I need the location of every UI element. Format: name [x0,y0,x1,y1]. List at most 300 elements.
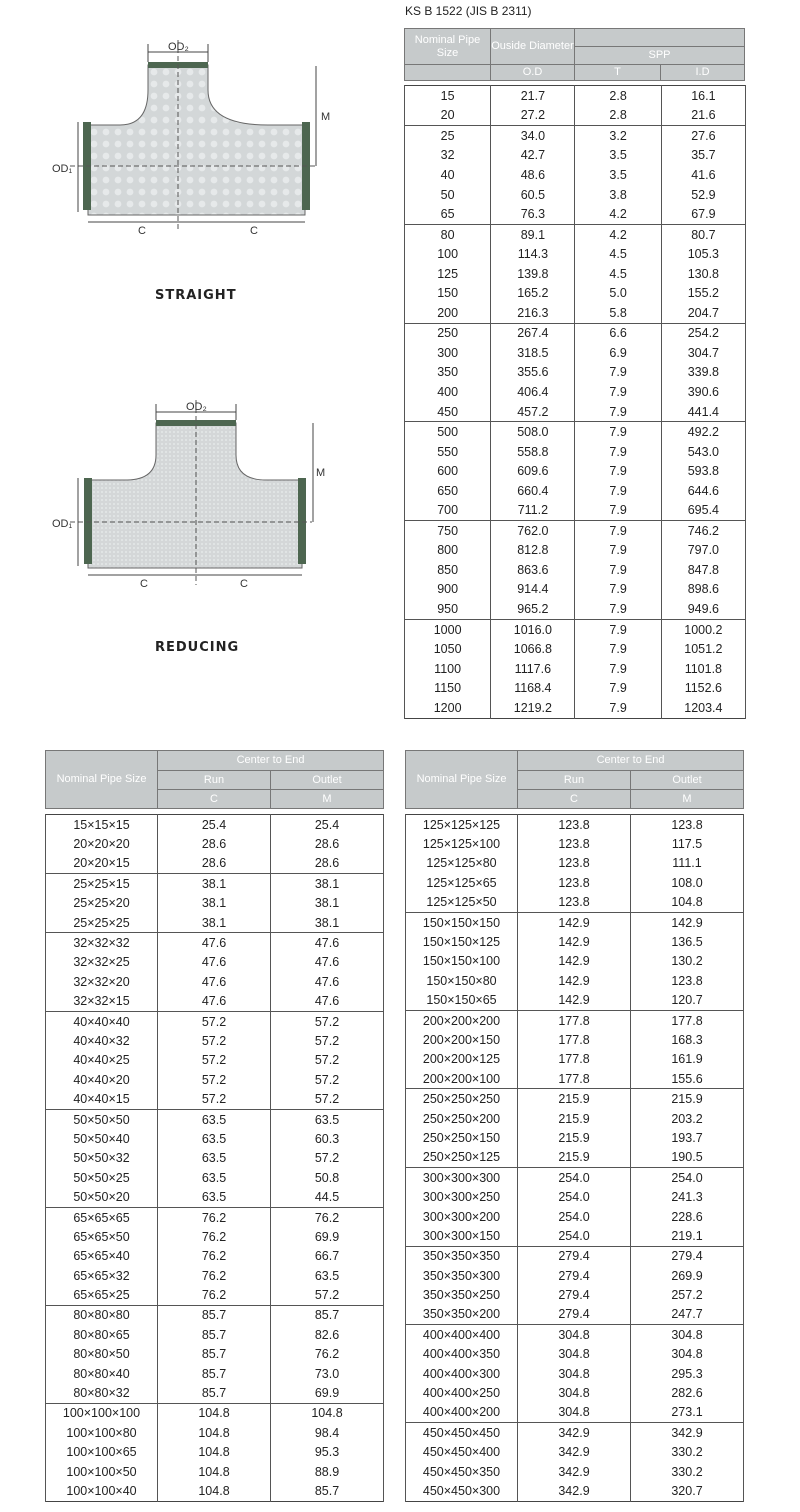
run-c-cell: 47.6 [158,953,271,972]
table-row [46,1364,384,1383]
table-row [406,1443,744,1462]
inside-diameter-cell: 1101.8 [661,659,745,679]
run-c-cell: 85.7 [158,1325,271,1344]
thickness-cell: 3.5 [575,165,661,185]
nominal-size-cell: 20×20×15 [46,854,158,874]
nominal-size-cell: 125×125×50 [406,893,518,913]
straight-m-label: M [321,111,331,123]
nominal-size-cell: 250×250×200 [406,1109,518,1128]
table-row [405,402,746,422]
center-right-header-center: Center to End [518,751,744,771]
outside-diameter-cell: 114.3 [491,244,575,264]
nominal-size-cell: 125×125×80 [406,854,518,873]
outlet-m-cell: 108.0 [631,873,744,892]
nominal-size-cell: 40×40×32 [46,1031,158,1050]
nominal-size-cell: 1050 [405,639,491,659]
outlet-m-cell: 60.3 [271,1129,384,1148]
thickness-cell: 7.9 [575,363,661,383]
outside-diameter-cell: 914.4 [491,580,575,600]
nominal-size-cell: 300×300×150 [406,1226,518,1246]
nominal-size-cell: 450×450×300 [406,1481,518,1501]
nominal-size-cell: 150×150×150 [406,912,518,932]
thickness-cell: 3.8 [575,185,661,205]
nominal-size-cell: 80 [405,224,491,244]
outlet-m-cell: 73.0 [271,1364,384,1383]
nominal-size-cell: 40×40×25 [46,1051,158,1070]
thickness-cell: 6.9 [575,343,661,363]
run-c-cell: 76.2 [158,1285,271,1305]
nominal-size-cell: 25 [405,126,491,146]
table-row [405,126,746,146]
run-c-cell: 142.9 [518,912,631,932]
nominal-size-cell: 100 [405,244,491,264]
outlet-m-cell: 215.9 [631,1089,744,1109]
table-row [46,1129,384,1148]
center-table-left-body [45,814,384,1502]
table-row [405,382,746,402]
nominal-size-cell: 100×100×100 [46,1403,158,1423]
thickness-cell: 7.9 [575,698,661,718]
center-right-header-m: M [631,790,744,809]
run-c-cell: 47.6 [158,992,271,1012]
outside-diameter-cell: 1168.4 [491,678,575,698]
nominal-size-cell: 50×50×32 [46,1149,158,1168]
center-right-header-nominal: Nominal Pipe Size [406,751,518,809]
table-row [405,422,746,442]
thickness-cell: 3.2 [575,126,661,146]
reducing-c-left-label: C [140,578,148,590]
outlet-m-cell: 304.8 [631,1325,744,1345]
inside-diameter-cell: 492.2 [661,422,745,442]
table-row [406,1246,744,1266]
dimension-table-header [404,28,745,81]
dimension-table [404,28,746,719]
run-c-cell: 85.7 [158,1305,271,1325]
nominal-size-cell: 100×100×65 [46,1443,158,1462]
nominal-size-cell: 400×400×250 [406,1383,518,1402]
nominal-size-cell: 25×25×20 [46,894,158,913]
nominal-size-cell: 800 [405,541,491,561]
outside-diameter-cell: 60.5 [491,185,575,205]
table-row [406,1462,744,1481]
inside-diameter-cell: 847.8 [661,560,745,580]
thickness-cell: 7.9 [575,422,661,442]
outlet-m-cell: 38.1 [271,894,384,913]
run-c-cell: 123.8 [518,815,631,835]
table-row [406,952,744,971]
outlet-m-cell: 269.9 [631,1266,744,1285]
center-table-left [45,750,384,1502]
nominal-size-cell: 300 [405,343,491,363]
outlet-m-cell: 330.2 [631,1462,744,1481]
nominal-size-cell: 250×250×250 [406,1089,518,1109]
outlet-m-cell: 82.6 [271,1325,384,1344]
thickness-cell: 4.5 [575,244,661,264]
nominal-size-cell: 250 [405,323,491,343]
outside-diameter-cell: 965.2 [491,599,575,619]
thickness-cell: 6.6 [575,323,661,343]
table-row [46,1481,384,1501]
outlet-m-cell: 38.1 [271,913,384,933]
outlet-m-cell: 25.4 [271,815,384,835]
table-row [406,1207,744,1226]
outlet-m-cell: 98.4 [271,1423,384,1442]
table-row [406,815,744,835]
outlet-m-cell: 273.1 [631,1403,744,1423]
run-c-cell: 254.0 [518,1207,631,1226]
table-row [405,363,746,383]
thickness-cell: 7.9 [575,500,661,520]
outlet-m-cell: 190.5 [631,1148,744,1168]
header-spp: SPP [575,47,745,65]
run-c-cell: 279.4 [518,1305,631,1325]
table-row [406,1305,744,1325]
outlet-m-cell: 76.2 [271,1207,384,1227]
nominal-size-cell: 200×200×100 [406,1069,518,1089]
center-left-header-center: Center to End [158,751,384,771]
table-row [46,834,384,853]
nominal-size-cell: 450×450×400 [406,1443,518,1462]
nominal-size-cell: 450×450×350 [406,1462,518,1481]
nominal-size-cell: 950 [405,599,491,619]
table-row [406,1345,744,1364]
inside-diameter-cell: 695.4 [661,500,745,520]
inside-diameter-cell: 130.8 [661,264,745,284]
nominal-size-cell: 40×40×20 [46,1070,158,1089]
outlet-m-cell: 111.1 [631,854,744,873]
table-row [46,1462,384,1481]
table-row [405,541,746,561]
inside-diameter-cell: 41.6 [661,165,745,185]
run-c-cell: 279.4 [518,1266,631,1285]
outlet-m-cell: 28.6 [271,834,384,853]
inside-diameter-cell: 898.6 [661,580,745,600]
inside-diameter-cell: 52.9 [661,185,745,205]
run-c-cell: 123.8 [518,893,631,913]
run-c-cell: 304.8 [518,1403,631,1423]
outlet-m-cell: 47.6 [271,933,384,953]
reducing-c-right-label: C [240,578,248,590]
inside-diameter-cell: 1000.2 [661,619,745,639]
outlet-m-cell: 123.8 [631,815,744,835]
run-c-cell: 25.4 [158,815,271,835]
header-t: T [575,65,661,81]
outlet-m-cell: 57.2 [271,1285,384,1305]
thickness-cell: 7.9 [575,599,661,619]
nominal-size-cell: 25×25×25 [46,913,158,933]
nominal-size-cell: 80×80×32 [46,1383,158,1403]
table-row [405,283,746,303]
table-row [405,244,746,264]
nominal-size-cell: 200×200×150 [406,1030,518,1049]
outside-diameter-cell: 660.4 [491,481,575,501]
thickness-cell: 7.9 [575,580,661,600]
table-row [406,1128,744,1147]
outlet-m-cell: 279.4 [631,1246,744,1266]
table-row [406,1481,744,1501]
table-row [405,678,746,698]
table-row [406,1403,744,1423]
nominal-size-cell: 65×65×50 [46,1227,158,1246]
outlet-m-cell: 193.7 [631,1128,744,1147]
outlet-m-cell: 161.9 [631,1050,744,1069]
thickness-cell: 7.9 [575,639,661,659]
outlet-m-cell: 155.6 [631,1069,744,1089]
thickness-cell: 7.9 [575,461,661,481]
nominal-size-cell: 65×65×40 [46,1247,158,1266]
table-row [46,1285,384,1305]
nominal-size-cell: 150×150×80 [406,971,518,990]
nominal-size-cell: 100×100×40 [46,1481,158,1501]
table-row [406,1266,744,1285]
nominal-size-cell: 20×20×20 [46,834,158,853]
thickness-cell: 4.2 [575,224,661,244]
run-c-cell: 304.8 [518,1345,631,1364]
outlet-m-cell: 28.6 [271,854,384,874]
inside-diameter-cell: 67.9 [661,204,745,224]
nominal-size-cell: 250×250×150 [406,1128,518,1147]
nominal-size-cell: 32×32×32 [46,933,158,953]
run-c-cell: 63.5 [158,1129,271,1148]
outlet-m-cell: 117.5 [631,834,744,853]
thickness-cell: 7.9 [575,521,661,541]
nominal-size-cell: 125×125×100 [406,834,518,853]
table-row [46,1149,384,1168]
run-c-cell: 123.8 [518,854,631,873]
outside-diameter-cell: 42.7 [491,146,575,166]
nominal-size-cell: 350×350×350 [406,1246,518,1266]
run-c-cell: 63.5 [158,1168,271,1187]
center-right-header-run: Run [518,771,631,790]
center-left-header-outlet: Outlet [271,771,384,790]
table-row [405,204,746,224]
inside-diameter-cell: 1203.4 [661,698,745,718]
run-c-cell: 38.1 [158,894,271,913]
table-row [406,854,744,873]
nominal-size-cell: 40 [405,165,491,185]
table-row [406,1168,744,1188]
nominal-size-cell: 100×100×50 [46,1462,158,1481]
thickness-cell: 5.0 [575,283,661,303]
run-c-cell: 142.9 [518,952,631,971]
nominal-size-cell: 80×80×80 [46,1305,158,1325]
nominal-size-cell: 65×65×32 [46,1266,158,1285]
table-row [406,1325,744,1345]
nominal-size-cell: 125 [405,264,491,284]
table-row [406,1148,744,1168]
run-c-cell: 342.9 [518,1423,631,1443]
outlet-m-cell: 342.9 [631,1423,744,1443]
nominal-size-cell: 32×32×20 [46,972,158,991]
straight-od1-label: OD₁ [52,163,73,175]
table-row [406,1010,744,1030]
run-c-cell: 177.8 [518,1030,631,1049]
table-row [405,481,746,501]
table-row [405,580,746,600]
thickness-cell: 7.9 [575,442,661,462]
table-row [46,1345,384,1364]
table-row [406,1423,744,1443]
table-row [46,992,384,1012]
outside-diameter-cell: 863.6 [491,560,575,580]
reducing-od2-label: OD₂ [186,401,207,413]
straight-c-right-label: C [250,225,258,237]
run-c-cell: 254.0 [518,1226,631,1246]
run-c-cell: 85.7 [158,1345,271,1364]
dimension-table-body [404,85,746,719]
outlet-m-cell: 228.6 [631,1207,744,1226]
table-row [46,1031,384,1050]
center-right-header-outlet: Outlet [631,771,744,790]
outlet-m-cell: 295.3 [631,1364,744,1383]
table-row [46,1247,384,1266]
outlet-m-cell: 123.8 [631,971,744,990]
nominal-size-cell: 40×40×40 [46,1011,158,1031]
nominal-size-cell: 700 [405,500,491,520]
table-row [46,1325,384,1344]
run-c-cell: 123.8 [518,834,631,853]
thickness-cell: 5.8 [575,303,661,323]
header-outside-diameter: Ouside Diameter [491,29,575,65]
table-row [46,1011,384,1031]
outlet-m-cell: 95.3 [271,1443,384,1462]
outside-diameter-cell: 762.0 [491,521,575,541]
run-c-cell: 279.4 [518,1246,631,1266]
table-row [406,893,744,913]
outlet-m-cell: 66.7 [271,1247,384,1266]
table-row [406,932,744,951]
nominal-size-cell: 300×300×300 [406,1168,518,1188]
nominal-size-cell: 65 [405,204,491,224]
table-row [405,461,746,481]
outlet-m-cell: 47.6 [271,953,384,972]
nominal-size-cell: 40×40×15 [46,1089,158,1109]
outlet-m-cell: 104.8 [271,1403,384,1423]
table-row [46,1227,384,1246]
outside-diameter-cell: 21.7 [491,86,575,106]
table-row [46,854,384,874]
straight-caption: STRAIGHT [155,288,237,303]
table-row [46,1403,384,1423]
run-c-cell: 63.5 [158,1187,271,1207]
run-c-cell: 57.2 [158,1051,271,1070]
thickness-cell: 7.9 [575,541,661,561]
run-c-cell: 254.0 [518,1168,631,1188]
table-row [406,1030,744,1049]
inside-diameter-cell: 949.6 [661,599,745,619]
table-row [406,1050,744,1069]
run-c-cell: 57.2 [158,1089,271,1109]
nominal-size-cell: 600 [405,461,491,481]
thickness-cell: 7.9 [575,481,661,501]
nominal-size-cell: 250×250×125 [406,1148,518,1168]
center-table-right-header [405,750,744,809]
nominal-size-cell: 200×200×125 [406,1050,518,1069]
nominal-size-cell: 400×400×200 [406,1403,518,1423]
run-c-cell: 142.9 [518,932,631,951]
table-row [406,1109,744,1128]
thickness-cell: 4.2 [575,204,661,224]
outlet-m-cell: 63.5 [271,1109,384,1129]
nominal-size-cell: 50×50×25 [46,1168,158,1187]
table-row [405,521,746,541]
nominal-size-cell: 350×350×300 [406,1266,518,1285]
table-row [405,560,746,580]
outlet-m-cell: 38.1 [271,874,384,894]
nominal-size-cell: 50×50×20 [46,1187,158,1207]
inside-diameter-cell: 1152.6 [661,678,745,698]
nominal-size-cell: 850 [405,560,491,580]
table-row [405,343,746,363]
run-c-cell: 177.8 [518,1010,631,1030]
run-c-cell: 215.9 [518,1148,631,1168]
table-row [46,1423,384,1442]
outlet-m-cell: 142.9 [631,912,744,932]
table-row [405,106,746,126]
outside-diameter-cell: 711.2 [491,500,575,520]
outside-diameter-cell: 34.0 [491,126,575,146]
center-left-header-m: M [271,790,384,809]
table-row [46,874,384,894]
outside-diameter-cell: 457.2 [491,402,575,422]
inside-diameter-cell: 204.7 [661,303,745,323]
nominal-size-cell: 32×32×25 [46,953,158,972]
nominal-size-cell: 125×125×65 [406,873,518,892]
inside-diameter-cell: 304.7 [661,343,745,363]
thickness-cell: 7.9 [575,560,661,580]
outlet-m-cell: 320.7 [631,1481,744,1501]
inside-diameter-cell: 746.2 [661,521,745,541]
nominal-size-cell: 80×80×65 [46,1325,158,1344]
table-row [46,1187,384,1207]
table-row [405,619,746,639]
table-row [405,86,746,106]
run-c-cell: 177.8 [518,1069,631,1089]
run-c-cell: 215.9 [518,1089,631,1109]
nominal-size-cell: 65×65×25 [46,1285,158,1305]
straight-tee-drawing [40,30,340,240]
outlet-m-cell: 57.2 [271,1011,384,1031]
nominal-size-cell: 350 [405,363,491,383]
run-c-cell: 28.6 [158,854,271,874]
thickness-cell: 2.8 [575,86,661,106]
outlet-m-cell: 257.2 [631,1285,744,1304]
table-row [46,1207,384,1227]
thickness-cell: 4.5 [575,264,661,284]
inside-diameter-cell: 16.1 [661,86,745,106]
run-c-cell: 76.2 [158,1207,271,1227]
table-row [406,912,744,932]
table-row [406,1364,744,1383]
run-c-cell: 104.8 [158,1443,271,1462]
outside-diameter-cell: 89.1 [491,224,575,244]
run-c-cell: 85.7 [158,1364,271,1383]
run-c-cell: 76.2 [158,1247,271,1266]
table-row [405,303,746,323]
run-c-cell: 254.0 [518,1187,631,1206]
table-row [405,500,746,520]
nominal-size-cell: 450 [405,402,491,422]
run-c-cell: 63.5 [158,1149,271,1168]
run-c-cell: 38.1 [158,874,271,894]
inside-diameter-cell: 339.8 [661,363,745,383]
outside-diameter-cell: 609.6 [491,461,575,481]
nominal-size-cell: 500 [405,422,491,442]
thickness-cell: 3.5 [575,146,661,166]
center-left-header-nominal: Nominal Pipe Size [46,751,158,809]
outside-diameter-cell: 139.8 [491,264,575,284]
run-c-cell: 57.2 [158,1070,271,1089]
